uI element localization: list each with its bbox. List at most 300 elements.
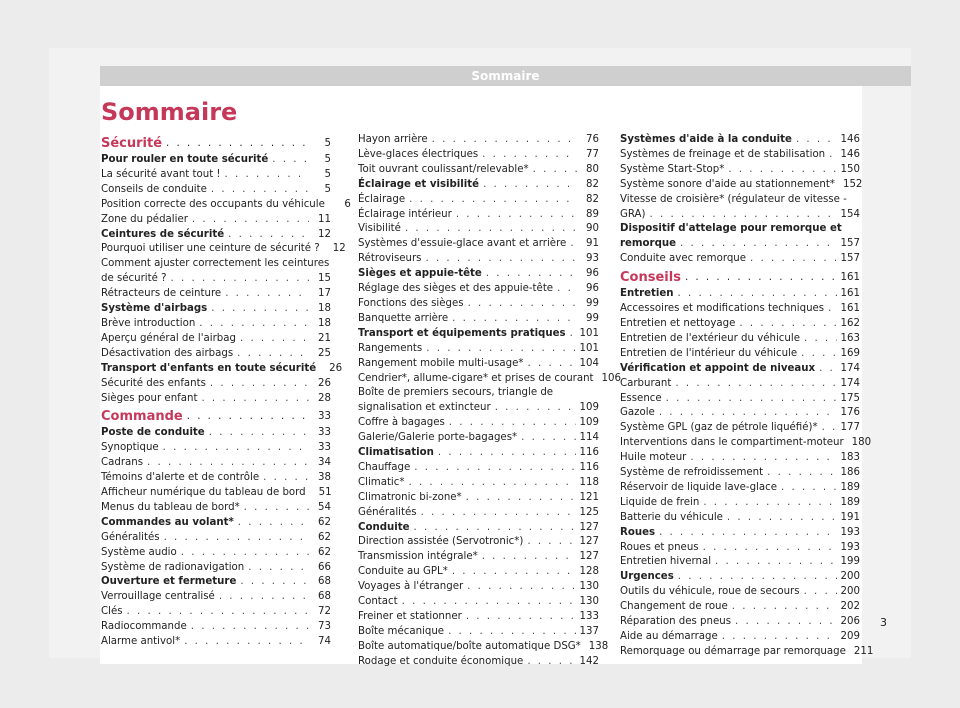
toc-entry-title: Conduite au GPL* — [358, 566, 448, 578]
toc-entry-title: Éclairage — [358, 193, 406, 205]
toc-entry[interactable] — [101, 287, 331, 302]
dot-leader — [426, 342, 575, 357]
toc-entry-title: signalisation et extincteur — [358, 402, 491, 414]
toc-entry[interactable] — [358, 357, 599, 372]
toc-entry-title: de sécurité ? — [101, 273, 167, 285]
toc-entry-title: Ouverture et fermeture — [101, 576, 237, 588]
toc-entry[interactable] — [620, 466, 860, 481]
toc-entry-page: 25 — [318, 347, 331, 359]
toc-chapter-entry[interactable] — [101, 153, 331, 168]
toc-entry[interactable] — [620, 511, 860, 526]
dot-leader — [781, 481, 837, 496]
dot-leader — [767, 466, 836, 481]
toc-entry-title: Réglage des sièges et des appuie-tête — [358, 283, 554, 295]
dot-leader — [804, 585, 837, 600]
toc-entry-title: Banquette arrière — [358, 312, 449, 324]
dot-leader — [425, 252, 577, 267]
toc-entry-page: 177 — [840, 422, 860, 434]
toc-entry-title: Aide au démarrage — [620, 631, 718, 642]
toc-entry-title: Généralités — [358, 506, 417, 518]
toc-entry[interactable] — [358, 580, 599, 595]
toc-entry-page: 26 — [329, 362, 343, 374]
toc-entry-page: 5 — [324, 168, 331, 180]
toc-entry-title: Pour rouler en toute sécurité — [101, 154, 269, 165]
toc-entry-page: 54 — [318, 501, 331, 513]
dot-leader — [750, 252, 837, 267]
toc-entry-title: Outils du véhicule, roue de secours — [620, 586, 800, 598]
toc-entry-page: 154 — [840, 208, 860, 220]
toc-chapter-entry[interactable] — [358, 521, 599, 536]
dot-leader — [163, 441, 309, 456]
toc-entry[interactable] — [358, 640, 609, 655]
toc-entry[interactable] — [101, 377, 331, 392]
toc-entry[interactable] — [620, 630, 860, 645]
toc-entry-title: Réparation des pneus — [620, 616, 732, 628]
toc-entry[interactable] — [620, 317, 860, 332]
toc-chapter-entry[interactable] — [358, 446, 599, 461]
toc-entry[interactable] — [620, 392, 860, 407]
toc-entry-page: 202 — [840, 601, 860, 613]
dot-leader — [187, 408, 309, 426]
toc-entry-title: Système de refroidissement — [620, 467, 764, 479]
toc-entry[interactable] — [358, 655, 599, 670]
dot-leader — [209, 426, 309, 441]
toc-entry[interactable] — [620, 555, 860, 570]
dot-leader — [557, 282, 577, 297]
toc-entry-page: 62 — [318, 546, 331, 558]
dot-leader — [467, 580, 575, 595]
toc-entry-page: 74 — [318, 636, 331, 648]
toc-entry-page: 68 — [318, 591, 331, 603]
toc-entry[interactable] — [620, 208, 860, 223]
toc-entry-title: Urgences — [620, 571, 674, 583]
toc-entry[interactable] — [101, 392, 331, 407]
toc-entry[interactable] — [620, 377, 860, 392]
dot-leader — [828, 302, 836, 317]
toc-entry-page: 33 — [318, 411, 331, 423]
toc-entry-title: Entretien — [620, 288, 674, 300]
dot-leader — [237, 347, 309, 362]
toc-entry-page: 127 — [579, 536, 599, 548]
toc-entry-page: 161 — [840, 303, 860, 315]
toc-entry-page: 114 — [579, 432, 599, 444]
toc-entry-title: Roues — [620, 526, 656, 538]
toc-entry[interactable] — [101, 501, 331, 516]
dot-leader — [448, 625, 575, 640]
toc-entry-title: Désactivation des airbags — [101, 347, 234, 359]
toc-entry-title: Roues et pneus — [620, 541, 699, 553]
toc-entry-title: Sécurité des enfants — [101, 377, 206, 389]
toc-entry[interactable] — [620, 302, 860, 317]
toc-entry[interactable] — [101, 213, 331, 228]
toc-entry-title: Visibilité — [358, 223, 401, 235]
toc-entry-page: 21 — [318, 332, 331, 344]
toc-entry[interactable] — [620, 496, 860, 511]
toc-entry[interactable] — [358, 282, 599, 297]
toc-entry-title: Sièges et appuie-tête — [358, 268, 482, 280]
toc-entry[interactable] — [620, 332, 860, 347]
dot-leader — [421, 506, 576, 521]
toc-entry[interactable] — [358, 193, 599, 208]
dot-leader — [483, 178, 577, 193]
toc-entry-page: 116 — [579, 447, 599, 459]
toc-section-heading[interactable] — [620, 269, 860, 287]
toc-entry-page: 189 — [840, 496, 860, 508]
toc-entry[interactable] — [620, 585, 860, 600]
toc-entry-page: 174 — [840, 377, 860, 389]
toc-entry[interactable] — [358, 222, 599, 237]
dot-leader — [263, 471, 309, 486]
toc-entry-title: GRA) — [620, 208, 646, 220]
toc-chapter-entry[interactable] — [101, 426, 331, 441]
toc-entry[interactable] — [358, 491, 599, 506]
toc-entry[interactable] — [101, 168, 331, 183]
dot-leader — [409, 193, 577, 208]
page-title: Sommaire — [101, 98, 238, 126]
toc-entry[interactable] — [620, 645, 874, 660]
dot-leader — [527, 655, 575, 670]
toc-entry-page: 157 — [840, 253, 860, 265]
toc-entry[interactable] — [358, 148, 599, 163]
toc-entry-page: 12 — [318, 228, 331, 240]
dot-leader — [685, 269, 837, 287]
dot-leader — [690, 451, 836, 466]
dot-leader — [703, 496, 836, 511]
toc-entry-title: Sécurité — [101, 136, 163, 151]
toc-entry-title: Système sonore d'aide au stationnement* — [620, 178, 835, 190]
toc-entry-title: Position correcte des occupants du véhicule — [101, 198, 325, 210]
toc-entry-page: 157 — [840, 238, 860, 250]
dot-leader — [801, 347, 836, 362]
toc-entry-page: 96 — [586, 283, 599, 295]
toc-section-heading[interactable] — [101, 408, 331, 426]
dot-leader — [466, 491, 576, 506]
toc-entry-title: Entretien de l'extérieur du véhicule — [620, 332, 800, 344]
toc-chapter-entry[interactable] — [101, 228, 331, 243]
dot-leader — [735, 615, 837, 630]
toc-entry-title: Zone du pédalier — [101, 213, 188, 225]
dot-leader — [715, 555, 837, 570]
toc-entry-page: 80 — [586, 163, 599, 175]
toc-entry-page: 66 — [318, 561, 331, 573]
toc-entry-title: Fonctions des sièges — [358, 297, 464, 309]
page-number: 3 — [880, 616, 887, 629]
toc-chapter-entry[interactable] — [358, 327, 599, 342]
toc-entry-page: 104 — [579, 357, 599, 369]
toc-entry[interactable] — [358, 297, 599, 312]
toc-entry-title: Ceintures de sécurité — [101, 228, 225, 240]
toc-entry-page: 33 — [318, 442, 331, 454]
toc-entry-title: Direction assistée (Servotronic*) — [358, 536, 524, 548]
toc-entry-wrap-line: Comment ajuster correctement les ceintures — [101, 258, 330, 270]
toc-entry[interactable] — [358, 550, 599, 565]
toc-entry[interactable] — [620, 347, 860, 362]
toc-chapter-entry[interactable] — [358, 178, 599, 193]
toc-entry-title: Chauffage — [358, 461, 411, 473]
toc-entry[interactable] — [358, 431, 599, 446]
toc-entry-page: 18 — [318, 303, 331, 315]
dot-leader — [495, 401, 576, 416]
toc-entry[interactable] — [101, 531, 331, 546]
toc-entry[interactable] — [101, 456, 331, 471]
toc-entry-page: 62 — [318, 516, 331, 528]
toc-entry-title: Verrouillage centralisé — [101, 591, 215, 603]
toc-entry-page: 199 — [840, 556, 860, 568]
toc-chapter-entry[interactable] — [620, 237, 860, 252]
toc-entry-page: 11 — [318, 213, 331, 225]
dot-leader — [528, 357, 576, 372]
toc-entry-title: Menus du tableau de bord* — [101, 501, 240, 513]
toc-chapter-entry[interactable] — [101, 362, 343, 377]
toc-entry-page: 38 — [318, 472, 331, 484]
toc-entry-page: 128 — [579, 566, 599, 578]
toc-entry[interactable] — [101, 242, 346, 257]
toc-entry-title: Boîte automatique/boîte automatique DSG* — [358, 640, 581, 652]
dot-leader — [804, 332, 837, 347]
toc-chapter-entry[interactable] — [620, 287, 860, 302]
toc-entry-title: Brève introduction — [101, 317, 196, 329]
toc-entry[interactable] — [620, 615, 860, 630]
toc-entry[interactable] — [101, 605, 331, 620]
toc-entry-page: 34 — [318, 457, 331, 469]
toc-entry[interactable] — [101, 620, 331, 635]
toc-entry[interactable] — [101, 635, 331, 650]
toc-entry-title: Commandes au volant* — [101, 516, 234, 528]
dot-leader — [147, 456, 309, 471]
toc-entry-page: 99 — [586, 297, 599, 309]
toc-entry-title: Systèmes de freinage et de stabilisation — [620, 148, 826, 160]
toc-entry[interactable] — [358, 595, 599, 610]
dot-leader — [240, 575, 309, 590]
dot-leader — [414, 521, 576, 536]
dot-leader — [181, 546, 309, 561]
dot-leader — [659, 526, 836, 541]
toc-entry-page: 116 — [579, 461, 599, 473]
toc-entry-title: Synoptique — [101, 442, 159, 454]
header-bar: Sommaire — [100, 66, 911, 86]
dot-leader — [211, 183, 309, 198]
toc-entry-title: Carburant — [620, 377, 672, 389]
toc-entry-title: Système de radionavigation — [101, 561, 245, 573]
toc-entry[interactable] — [101, 183, 331, 198]
toc-chapter-entry[interactable] — [358, 267, 599, 282]
toc-section-heading[interactable] — [101, 135, 331, 153]
toc-entry[interactable] — [358, 133, 599, 148]
dot-leader — [452, 565, 576, 580]
toc-entry-page: 77 — [586, 148, 599, 160]
toc-entry[interactable] — [101, 590, 331, 605]
dot-leader — [166, 135, 309, 153]
toc-entry-title: Aperçu général de l'airbag — [101, 332, 236, 344]
toc-entry-page: 99 — [586, 312, 599, 324]
toc-entry-page: 133 — [579, 611, 599, 622]
toc-entry-page: 174 — [840, 362, 860, 374]
dot-leader — [452, 312, 577, 327]
toc-entry-page: 5 — [324, 138, 331, 149]
toc-entry-title: Systèmes d'aide à la conduite — [620, 134, 792, 145]
toc-column-1 — [101, 133, 351, 650]
dot-leader — [199, 317, 309, 332]
toc-entry-page: 209 — [840, 631, 860, 642]
toc-entry-title: Accessoires et modifications techniques — [620, 303, 825, 315]
toc-entry[interactable] — [358, 461, 599, 476]
toc-entry-title: Systèmes d'essuie-glace avant et arrière — [358, 238, 567, 250]
toc-entry[interactable] — [101, 441, 331, 456]
toc-entry[interactable] — [358, 372, 621, 387]
toc-entry[interactable] — [358, 163, 599, 178]
toc-entry-page: 5 — [324, 183, 331, 195]
toc-entry-page: 137 — [579, 625, 599, 637]
toc-entry-page: 200 — [840, 571, 860, 583]
dot-leader — [272, 153, 309, 168]
toc-entry[interactable] — [358, 565, 599, 580]
dot-leader — [408, 476, 575, 491]
toc-entry-page: 91 — [586, 238, 599, 250]
toc-entry-page: 186 — [840, 467, 860, 479]
toc-entry[interactable] — [358, 535, 599, 550]
toc-entry-title: Éclairage intérieur — [358, 208, 452, 220]
dot-leader — [211, 302, 309, 317]
dot-leader — [822, 421, 837, 436]
dot-leader — [456, 208, 577, 223]
dot-leader — [201, 392, 309, 407]
toc-entry[interactable] — [101, 561, 331, 576]
toc-chapter-entry[interactable] — [620, 133, 860, 148]
toc-entry-page: 161 — [840, 272, 860, 284]
toc-entry-title: Contact — [358, 596, 398, 608]
dot-leader — [248, 561, 309, 576]
toc-entry-page: 118 — [579, 476, 599, 488]
toc-entry-title: Afficheur numérique du tableau de bord — [101, 487, 306, 499]
dot-leader — [666, 392, 837, 407]
toc-entry[interactable] — [358, 342, 599, 357]
dot-leader — [521, 431, 575, 446]
toc-entry[interactable] — [358, 237, 599, 252]
toc-entry-title: Pourquoi utiliser une ceinture de sécurité ? — [101, 243, 320, 255]
toc-entry[interactable] — [101, 546, 331, 561]
toc-entry-page: 180 — [851, 437, 872, 449]
toc-entry[interactable] — [620, 481, 860, 496]
toc-entry-page: 90 — [586, 223, 599, 235]
toc-entry-page: 17 — [318, 288, 331, 300]
toc-chapter-entry[interactable] — [620, 526, 860, 541]
toc-entry[interactable] — [358, 252, 599, 267]
toc-entry-title: Radiocommande — [101, 621, 187, 633]
toc-entry-title: Toit ouvrant coulissant/relevable* — [358, 163, 529, 175]
toc-column-2 — [358, 133, 621, 670]
toc-entry-page: 169 — [840, 347, 860, 359]
toc-entry-wrap-line: Dispositif d'attelage pour remorque et — [620, 223, 842, 235]
toc-entry-page: 127 — [579, 551, 599, 563]
toc-entry[interactable] — [358, 401, 599, 416]
toc-entry[interactable] — [620, 600, 860, 615]
toc-chapter-entry[interactable] — [101, 516, 331, 531]
toc-entry[interactable] — [358, 625, 599, 640]
dot-leader — [184, 635, 309, 650]
dot-leader — [659, 406, 837, 421]
toc-entry-page: 183 — [840, 452, 860, 464]
toc-entry-title: Boîte mécanique — [358, 625, 445, 637]
toc-entry[interactable] — [101, 471, 331, 486]
dot-leader — [703, 541, 837, 556]
toc-entry[interactable] — [620, 148, 860, 163]
dot-leader — [127, 605, 309, 620]
dot-leader — [482, 148, 577, 163]
toc-chapter-entry[interactable] — [620, 362, 860, 377]
toc-entry-title: Système GPL (gaz de pétrole liquéfié)* — [620, 422, 818, 434]
toc-entry[interactable] — [358, 416, 599, 431]
toc-entry-title: remorque — [620, 238, 677, 250]
toc-entry-title: Rangement mobile multi-usage* — [358, 357, 524, 369]
toc-entry-title: Commande — [101, 409, 183, 425]
toc-entry-title: Freiner et stationner — [358, 611, 462, 622]
toc-entry[interactable] — [101, 347, 331, 362]
toc-entry[interactable] — [620, 252, 860, 267]
dot-leader — [225, 168, 309, 183]
toc-entry-page: 162 — [840, 317, 860, 329]
toc-chapter-entry[interactable] — [101, 302, 331, 317]
toc-entry-page: 161 — [840, 288, 860, 300]
toc-entry-page: 82 — [586, 193, 599, 205]
toc-entry-title: Entretien de l'intérieur du véhicule — [620, 347, 798, 359]
toc-entry[interactable] — [101, 486, 331, 501]
dot-leader — [680, 237, 837, 252]
dot-leader — [210, 377, 309, 392]
toc-entry[interactable] — [101, 198, 351, 213]
toc-entry-title: Climatisation — [358, 447, 434, 459]
toc-entry-page: 176 — [840, 407, 860, 419]
toc-entry[interactable] — [620, 541, 860, 556]
toc-entry[interactable] — [101, 272, 331, 287]
toc-entry-page: 138 — [588, 640, 609, 652]
toc-entry-page: 51 — [318, 487, 332, 499]
toc-entry[interactable] — [358, 208, 599, 223]
toc-entry-title: Rétracteurs de ceinture — [101, 288, 222, 300]
toc-entry-title: Voyages à l'étranger — [358, 581, 464, 593]
dot-leader — [829, 148, 836, 163]
dot-leader — [405, 222, 577, 237]
toc-entry-page: 211 — [853, 645, 874, 657]
toc-entry-title: Témoins d'alerte et de contrôle — [101, 472, 260, 484]
toc-chapter-entry[interactable] — [101, 575, 331, 590]
toc-entry-page: 130 — [579, 596, 599, 608]
toc-entry[interactable] — [101, 332, 331, 347]
toc-chapter-entry[interactable] — [620, 570, 860, 585]
toc-entry[interactable] — [358, 476, 599, 491]
toc-entry-title: Transport et équipements pratiques — [358, 327, 566, 339]
toc-entry[interactable] — [620, 178, 863, 193]
toc-entry[interactable] — [358, 312, 599, 327]
toc-entry[interactable] — [620, 436, 872, 451]
toc-entry[interactable] — [620, 163, 860, 178]
toc-entry-title: Cadrans — [101, 457, 144, 469]
toc-entry-title: Système d'airbags — [101, 303, 208, 315]
toc-entry-title: Rodage et conduite économique — [358, 655, 524, 667]
toc-entry[interactable] — [620, 451, 860, 466]
toc-entry[interactable] — [620, 406, 860, 421]
toc-entry-title: Climatic* — [358, 476, 405, 488]
toc-entry[interactable] — [101, 317, 331, 332]
dot-leader — [678, 287, 837, 302]
toc-entry[interactable] — [358, 610, 599, 625]
toc-entry[interactable] — [358, 506, 599, 521]
toc-entry-page: 189 — [840, 481, 860, 493]
toc-entry[interactable] — [620, 421, 860, 436]
toc-entry-wrap-line: Vitesse de croisière* (régulateur de vitesse - — [620, 193, 847, 205]
toc-entry-page: 18 — [318, 317, 331, 329]
toc-entry-page: 152 — [842, 178, 863, 190]
dot-leader — [722, 630, 837, 645]
